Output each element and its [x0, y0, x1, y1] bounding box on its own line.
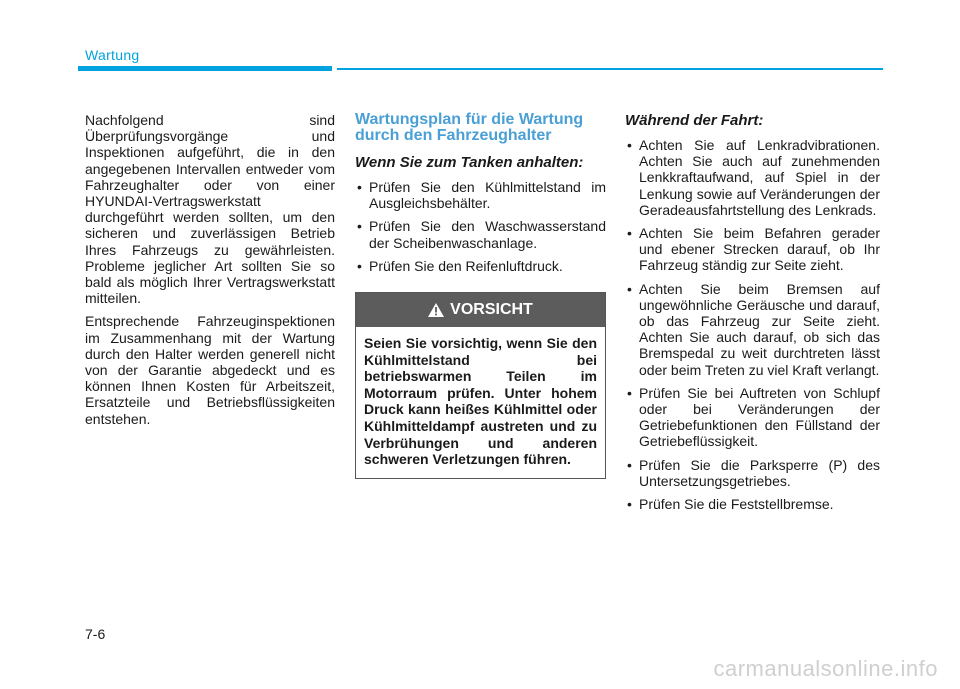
column-intro: [85, 112, 335, 434]
caution-box: [355, 292, 606, 479]
list-item: • Prüfen Sie bei Auftreten von Schlupf oder bei Veränderungen der Getriebefunktionen den Füllstand der Getriebeflüssigkeit.: [625, 385, 880, 450]
section-title: Wartung: [85, 47, 140, 63]
watermark: carmanualsonline.info: [713, 656, 938, 681]
list-item: • Prüfen Sie die Feststellbremse.: [625, 496, 880, 512]
warning-triangle-icon: [428, 303, 444, 317]
list-item: • Prüfen Sie den Reifenluftdruck.: [355, 258, 606, 274]
column-while-driving: [625, 112, 880, 519]
intro-paragraph: Entsprechende Fahrzeuginspektionen im Zusammenhang mit der Wartung durch den Halter werden generell nicht von der Garantie abgedeckt und es können Ihnen Kosten für Arbeitszeit, Ersatzteile und Betriebsflüssigkeiten entstehen.: [85, 313, 335, 427]
list-item: • Prüfen Sie den Kühlmittelstand im Ausgleichsbehälter.: [355, 179, 606, 211]
list-item: • Prüfen Sie die Parksperre (P) des Untersetzungsgetriebes.: [625, 457, 880, 489]
refuel-checklist: [355, 179, 606, 274]
maintenance-plan-heading: Wartungsplan für die Wartung durch den Fahrzeughalter: [355, 111, 584, 144]
list-item: • Achten Sie beim Bremsen auf ungewöhnliche Geräusche und darauf, ob das Fahrzeug zur Seite zieht. Achten Sie auch darauf, ob sich das Bremspedal zu weit durchtreten lässt oder beim Treten zu viel Kraft verlangt.: [625, 281, 880, 378]
refuel-subheading: Wenn Sie zum Tanken anhalten:: [355, 154, 584, 171]
caution-text: Seien Sie vorsichtig, wenn Sie den Kühlmittelstand bei betriebswarmen Teilen im Motorraum prüfen. Unter hohem Druck kann heißes Kühlmittel oder Kühlmitteldampf austreten und zu Verbrühungen und anderen schweren Verletzungen führen.: [364, 335, 597, 468]
list-item: • Achten Sie auf Lenkradvibrationen. Achten Sie auch auf zunehmenden Lenkkraftaufwand, auf Spiel in der Lenkung sowie auf Veränderungen der Geradeausfahrtstellung des Lenkrads.: [625, 137, 880, 218]
column-maintenance-plan: [355, 112, 606, 479]
intro-paragraph: Nachfolgend sind Überprüfungsvorgänge und Inspektionen aufgeführt, die in den angegebenen Intervallen entweder vom Fahrzeughalter oder von einer HYUNDAI-Vertragswerkstatt durchgeführt werden sollten, um den sicheren und zuverlässigen Betrieb Ihres Fahrzeugs zu gewährleisten. Probleme jeglicher Art sollten Sie so bald als möglich Ihrer Vertragswerkstatt mitteilen.: [85, 112, 335, 307]
list-item: • Prüfen Sie den Waschwasserstand der Scheibenwaschanlage.: [355, 218, 606, 250]
driving-checklist: [625, 137, 880, 512]
list-item: • Achten Sie beim Befahren gerader und ebener Strecken darauf, ob Ihr Fahrzeug ständig zur Seite zieht.: [625, 225, 880, 274]
driving-subheading: Während der Fahrt:: [625, 112, 764, 129]
caution-title: VORSICHT: [450, 300, 533, 318]
header-bar-thick: [78, 66, 332, 71]
header-bar-thin: [337, 68, 883, 70]
caution-header: [356, 293, 605, 327]
page-number: 7-6: [85, 626, 106, 642]
